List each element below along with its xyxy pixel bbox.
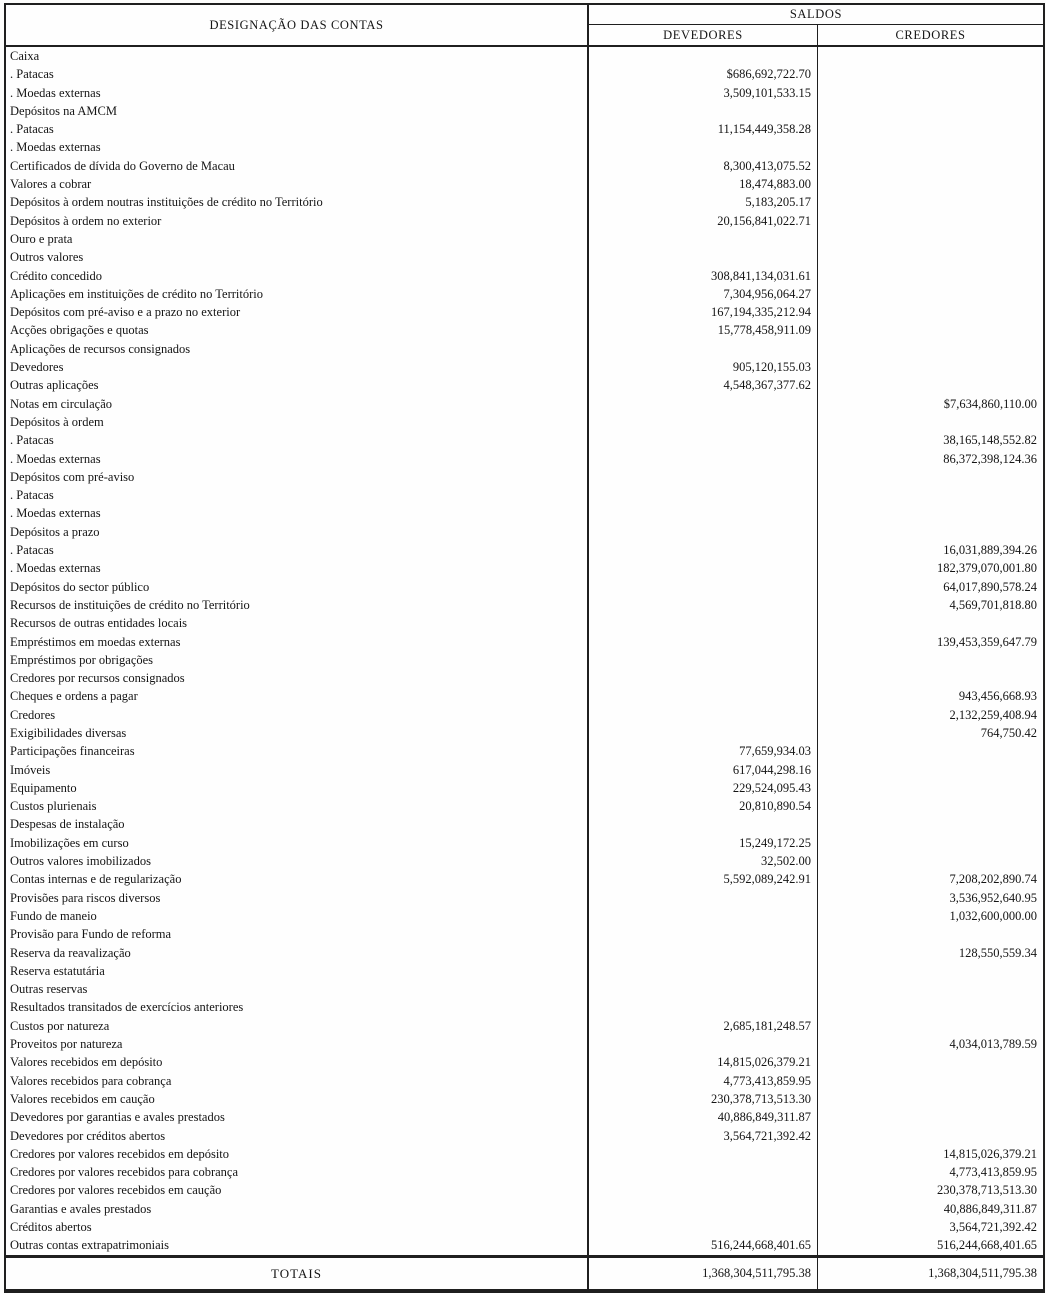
- credores-value: [818, 138, 1043, 156]
- devedores-value: [589, 944, 818, 962]
- account-label: . Moedas externas: [6, 504, 589, 522]
- table-row: [6, 980, 1043, 998]
- account-label: Reserva da reavalização: [6, 944, 589, 962]
- table-row: [6, 889, 1043, 907]
- credores-value: [818, 980, 1043, 998]
- credores-value: [818, 248, 1043, 266]
- devedores-value: 11,154,449,358.28: [589, 120, 818, 138]
- credores-value: [818, 1053, 1043, 1071]
- devedores-value: 5,592,089,242.91: [589, 870, 818, 888]
- credores-value: [818, 504, 1043, 522]
- devedores-value: [589, 1218, 818, 1236]
- credores-value: [818, 468, 1043, 486]
- devedores-value: 14,815,026,379.21: [589, 1053, 818, 1071]
- devedores-value: [589, 47, 818, 65]
- table-row: [6, 1218, 1043, 1236]
- credores-value: [818, 1090, 1043, 1108]
- table-row: [6, 779, 1043, 797]
- table-row: [6, 47, 1043, 65]
- devedores-value: [589, 102, 818, 120]
- credores-value: 4,034,013,789.59: [949, 1037, 1037, 1052]
- devedores-value: [589, 578, 818, 596]
- table-row: [6, 321, 1043, 339]
- account-label: Aplicações de recursos consignados: [6, 340, 589, 358]
- account-label: Credores por valores recebidos em depósito: [6, 1145, 589, 1163]
- credores-value: [818, 157, 1043, 175]
- devedores-value: 2,685,181,248.57: [589, 1017, 818, 1035]
- table-row: [6, 742, 1043, 760]
- credores-value: [818, 852, 1043, 870]
- credores-value: [818, 815, 1043, 833]
- devedores-value: 905,120,155.03: [589, 358, 818, 376]
- table-row: [6, 395, 1043, 413]
- devedores-value: 15,778,458,911.09: [589, 321, 818, 339]
- devedores-value: $686,692,722.70: [589, 65, 818, 83]
- table-row: [6, 1127, 1043, 1145]
- account-label: Ouro e prata: [6, 230, 589, 248]
- table-row: [6, 303, 1043, 321]
- table-row: [6, 1108, 1043, 1126]
- account-label: Outros valores: [6, 248, 589, 266]
- table-row: [6, 1072, 1043, 1090]
- account-label: Outras contas extrapatrimoniais: [6, 1236, 589, 1254]
- credores-value: 182,379,070,001.80: [937, 561, 1037, 576]
- account-label: Depósitos à ordem no exterior: [6, 212, 589, 230]
- credores-value: [818, 742, 1043, 760]
- credores-value: 1,032,600,000.00: [949, 908, 1037, 923]
- devedores-value: [589, 431, 818, 449]
- credores-value: [818, 340, 1043, 358]
- devedores-value: 617,044,298.16: [589, 761, 818, 779]
- credores-value: [818, 486, 1043, 504]
- credores-value: [818, 230, 1043, 248]
- account-label: Fundo de maneio: [6, 907, 589, 925]
- saldos-subheaders: [589, 25, 1043, 45]
- account-label: . Patacas: [6, 541, 589, 559]
- credores-value: [818, 84, 1043, 102]
- credores-value: 14,815,026,379.21: [943, 1146, 1037, 1161]
- account-label: Outras reservas: [6, 980, 589, 998]
- credores-value: 16,031,889,394.26: [943, 543, 1037, 558]
- table-row: [6, 157, 1043, 175]
- account-label: . Moedas externas: [6, 84, 589, 102]
- table-row: [6, 633, 1043, 651]
- account-label: . Moedas externas: [6, 450, 589, 468]
- totals-row: [6, 1255, 1043, 1289]
- account-label: . Moedas externas: [6, 559, 589, 577]
- credores-value: [818, 1127, 1043, 1145]
- credores-value: [818, 1017, 1043, 1035]
- column-header-devedores: DEVEDORES: [589, 25, 818, 45]
- credores-value: 64,017,890,578.24: [943, 579, 1037, 594]
- table-row: [6, 687, 1043, 705]
- credores-value: [818, 267, 1043, 285]
- devedores-value: [589, 596, 818, 614]
- table-row: [6, 797, 1043, 815]
- totals-devedores-value: 1,368,304,511,795.38: [589, 1258, 818, 1289]
- table-row: [6, 1053, 1043, 1071]
- table-row: [6, 1236, 1043, 1254]
- account-label: Resultados transitados de exercícios anteriores: [6, 998, 589, 1016]
- table-row: [6, 413, 1043, 431]
- table-row: [6, 907, 1043, 925]
- account-label: Equipamento: [6, 779, 589, 797]
- saldos-header-group: [589, 5, 1043, 45]
- credores-value: [818, 303, 1043, 321]
- table-row: [6, 376, 1043, 394]
- table-row: [6, 1145, 1043, 1163]
- credores-value: 86,372,398,124.36: [943, 451, 1037, 466]
- devedores-value: 20,810,890.54: [589, 797, 818, 815]
- account-label: Cheques e ordens a pagar: [6, 687, 589, 705]
- account-label: Credores: [6, 706, 589, 724]
- devedores-value: 3,564,721,392.42: [589, 1127, 818, 1145]
- devedores-value: 8,300,413,075.52: [589, 157, 818, 175]
- table-row: [6, 504, 1043, 522]
- table-row: [6, 706, 1043, 724]
- devedores-value: 15,249,172.25: [589, 834, 818, 852]
- devedores-value: [589, 523, 818, 541]
- account-label: . Patacas: [6, 65, 589, 83]
- account-label: Proveitos por natureza: [6, 1035, 589, 1053]
- devedores-value: 229,524,095.43: [589, 779, 818, 797]
- credores-value: [818, 193, 1043, 211]
- devedores-value: 308,841,134,031.61: [589, 267, 818, 285]
- account-label: . Patacas: [6, 431, 589, 449]
- credores-value: 764,750.42: [980, 725, 1037, 740]
- table-row: [6, 248, 1043, 266]
- table-row: [6, 1163, 1043, 1181]
- table-row: [6, 614, 1043, 632]
- devedores-value: [589, 541, 818, 559]
- devedores-value: [589, 1145, 818, 1163]
- account-label: Outros valores imobilizados: [6, 852, 589, 870]
- table-row: [6, 1200, 1043, 1218]
- account-label: Custos por natureza: [6, 1017, 589, 1035]
- account-label: Imóveis: [6, 761, 589, 779]
- account-label: Valores recebidos em caução: [6, 1090, 589, 1108]
- table-row: [6, 230, 1043, 248]
- devedores-value: [589, 962, 818, 980]
- devedores-value: [589, 980, 818, 998]
- account-label: Outras aplicações: [6, 376, 589, 394]
- table-row: [6, 925, 1043, 943]
- credores-value: [818, 797, 1043, 815]
- account-label: Notas em circulação: [6, 395, 589, 413]
- credores-value: 2,132,259,408.94: [949, 707, 1037, 722]
- credores-value: 3,536,952,640.95: [949, 890, 1037, 905]
- devedores-value: [589, 1200, 818, 1218]
- credores-value: [818, 962, 1043, 980]
- account-label: Depósitos do sector público: [6, 578, 589, 596]
- account-label: Reserva estatutária: [6, 962, 589, 980]
- credores-value: 4,569,701,818.80: [949, 597, 1037, 612]
- credores-value: [818, 998, 1043, 1016]
- devedores-value: 4,548,367,377.62: [589, 376, 818, 394]
- table-row: [6, 431, 1043, 449]
- account-label: Credores por recursos consignados: [6, 669, 589, 687]
- account-label: Créditos abertos: [6, 1218, 589, 1236]
- account-label: Crédito concedido: [6, 267, 589, 285]
- devedores-value: 3,509,101,533.15: [589, 84, 818, 102]
- account-label: Empréstimos em moedas externas: [6, 633, 589, 651]
- account-label: Garantias e avales prestados: [6, 1200, 589, 1218]
- devedores-value: 7,304,956,064.27: [589, 285, 818, 303]
- devedores-value: [589, 230, 818, 248]
- accounts-balance-table: [4, 3, 1045, 1293]
- devedores-value: [589, 633, 818, 651]
- credores-value: [818, 925, 1043, 943]
- table-row: [6, 193, 1043, 211]
- credores-value: [818, 285, 1043, 303]
- devedores-value: 77,659,934.03: [589, 742, 818, 760]
- table-row: [6, 962, 1043, 980]
- credores-value: 40,886,849,311.87: [943, 1201, 1037, 1216]
- devedores-value: [589, 486, 818, 504]
- credores-value: 7,208,202,890.74: [949, 872, 1037, 887]
- devedores-value: [589, 706, 818, 724]
- devedores-value: 18,474,883.00: [589, 175, 818, 193]
- credores-value: [818, 1108, 1043, 1126]
- credores-value: [818, 120, 1043, 138]
- credores-value: [818, 669, 1043, 687]
- account-label: Valores a cobrar: [6, 175, 589, 193]
- account-label: Certificados de dívida do Governo de Macau: [6, 157, 589, 175]
- devedores-value: [589, 889, 818, 907]
- credores-value: [818, 358, 1043, 376]
- account-label: . Patacas: [6, 120, 589, 138]
- account-label: Imobilizações em curso: [6, 834, 589, 852]
- table-row: [6, 120, 1043, 138]
- credores-value: 139,453,359,647.79: [937, 634, 1037, 649]
- column-header-saldos: SALDOS: [589, 5, 1043, 25]
- table-row: [6, 1090, 1043, 1108]
- credores-value: 4,773,413,859.95: [949, 1165, 1037, 1180]
- table-row: [6, 998, 1043, 1016]
- table-row: [6, 834, 1043, 852]
- column-header-credores: CREDORES: [895, 28, 966, 42]
- devedores-value: 20,156,841,022.71: [589, 212, 818, 230]
- devedores-value: [589, 669, 818, 687]
- devedores-value: 40,886,849,311.87: [589, 1108, 818, 1126]
- credores-value: [818, 321, 1043, 339]
- account-label: Valores recebidos para cobrança: [6, 1072, 589, 1090]
- devedores-value: [589, 138, 818, 156]
- credores-value: [818, 212, 1043, 230]
- totals-label: TOTAIS: [6, 1258, 589, 1289]
- account-label: Recursos de instituições de crédito no Território: [6, 596, 589, 614]
- account-label: Exigibilidades diversas: [6, 724, 589, 742]
- account-label: Devedores por garantias e avales prestados: [6, 1108, 589, 1126]
- credores-value: [818, 175, 1043, 193]
- account-label: Depósitos com pré-aviso e a prazo no exterior: [6, 303, 589, 321]
- credores-value: [818, 102, 1043, 120]
- account-label: Depósitos na AMCM: [6, 102, 589, 120]
- account-label: Depósitos a prazo: [6, 523, 589, 541]
- totals-credores-value: 1,368,304,511,795.38: [928, 1265, 1037, 1280]
- account-label: Caixa: [6, 47, 589, 65]
- table-row: [6, 669, 1043, 687]
- table-row: [6, 724, 1043, 742]
- account-label: Participações financeiras: [6, 742, 589, 760]
- account-label: Aplicações em instituições de crédito no Território: [6, 285, 589, 303]
- account-label: Depósitos à ordem: [6, 413, 589, 431]
- account-label: . Patacas: [6, 486, 589, 504]
- devedores-value: [589, 504, 818, 522]
- table-row: [6, 175, 1043, 193]
- credores-value: [818, 779, 1043, 797]
- account-label: . Moedas externas: [6, 138, 589, 156]
- table-row: [6, 852, 1043, 870]
- devedores-value: [589, 651, 818, 669]
- table-row: [6, 541, 1043, 559]
- credores-value: [818, 47, 1043, 65]
- devedores-value: [589, 559, 818, 577]
- account-label: Devedores por créditos abertos: [6, 1127, 589, 1145]
- table-row: [6, 358, 1043, 376]
- table-row: [6, 1017, 1043, 1035]
- table-row: [6, 468, 1043, 486]
- devedores-value: [589, 468, 818, 486]
- credores-value: [818, 413, 1043, 431]
- table-row: [6, 267, 1043, 285]
- credores-value: [818, 1072, 1043, 1090]
- account-label: Devedores: [6, 358, 589, 376]
- account-label: Provisão para Fundo de reforma: [6, 925, 589, 943]
- table-row: [6, 1035, 1043, 1053]
- devedores-value: [589, 1163, 818, 1181]
- credores-value: [818, 651, 1043, 669]
- devedores-value: 230,378,713,513.30: [589, 1090, 818, 1108]
- account-label: Valores recebidos em depósito: [6, 1053, 589, 1071]
- credores-value: 230,378,713,513.30: [937, 1183, 1037, 1198]
- table-row: [6, 559, 1043, 577]
- account-label: Custos plurienais: [6, 797, 589, 815]
- credores-value: 128,550,559.34: [958, 945, 1037, 960]
- table-row: [6, 596, 1043, 614]
- devedores-value: [589, 907, 818, 925]
- devedores-value: 32,502.00: [589, 852, 818, 870]
- credores-value: [818, 761, 1043, 779]
- table-row: [6, 578, 1043, 596]
- table-row: [6, 84, 1043, 102]
- account-label: Credores por valores recebidos em caução: [6, 1181, 589, 1199]
- devedores-value: [589, 687, 818, 705]
- credores-value: $7,634,860,110.00: [943, 396, 1037, 411]
- devedores-value: [589, 1035, 818, 1053]
- devedores-value: 4,773,413,859.95: [589, 1072, 818, 1090]
- devedores-value: [589, 925, 818, 943]
- account-label: Depósitos com pré-aviso: [6, 468, 589, 486]
- devedores-value: [589, 724, 818, 742]
- credores-value: [818, 65, 1043, 83]
- account-label: Credores por valores recebidos para cobrança: [6, 1163, 589, 1181]
- devedores-value: [589, 998, 818, 1016]
- devedores-value: [589, 450, 818, 468]
- table-row: [6, 870, 1043, 888]
- table-row: [6, 65, 1043, 83]
- account-label: Recursos de outras entidades locais: [6, 614, 589, 632]
- table-row: [6, 212, 1043, 230]
- devedores-value: [589, 413, 818, 431]
- account-label: Depósitos à ordem noutras instituições de crédito no Território: [6, 193, 589, 211]
- credores-value: 943,456,668.93: [958, 689, 1037, 704]
- table-row: [6, 1181, 1043, 1199]
- account-label: Empréstimos por obrigações: [6, 651, 589, 669]
- table-row: [6, 651, 1043, 669]
- credores-value: [818, 376, 1043, 394]
- table-header: [6, 5, 1043, 47]
- credores-value: 516,244,668,401.65: [937, 1238, 1037, 1253]
- credores-value: [818, 614, 1043, 632]
- table-row: [6, 815, 1043, 833]
- table-row: [6, 486, 1043, 504]
- table-body: [6, 47, 1043, 1255]
- devedores-value: [589, 395, 818, 413]
- table-row: [6, 944, 1043, 962]
- table-row: [6, 285, 1043, 303]
- credores-value: 38,165,148,552.82: [943, 433, 1037, 448]
- devedores-value: [589, 248, 818, 266]
- table-row: [6, 138, 1043, 156]
- table-row: [6, 523, 1043, 541]
- table-row: [6, 102, 1043, 120]
- devedores-value: 5,183,205.17: [589, 193, 818, 211]
- account-label: Contas internas e de regularização: [6, 870, 589, 888]
- table-row: [6, 761, 1043, 779]
- account-label: Despesas de instalação: [6, 815, 589, 833]
- table-row: [6, 340, 1043, 358]
- account-label: Provisões para riscos diversos: [6, 889, 589, 907]
- column-header-designacao: DESIGNAÇÃO DAS CONTAS: [6, 5, 589, 45]
- credores-value: [818, 523, 1043, 541]
- devedores-value: [589, 340, 818, 358]
- devedores-value: 167,194,335,212.94: [589, 303, 818, 321]
- table-row: [6, 450, 1043, 468]
- devedores-value: [589, 614, 818, 632]
- devedores-value: 516,244,668,401.65: [589, 1236, 818, 1254]
- credores-value: [818, 834, 1043, 852]
- credores-value: 3,564,721,392.42: [949, 1220, 1037, 1234]
- account-label: Acções obrigações e quotas: [6, 321, 589, 339]
- devedores-value: [589, 1181, 818, 1199]
- devedores-value: [589, 815, 818, 833]
